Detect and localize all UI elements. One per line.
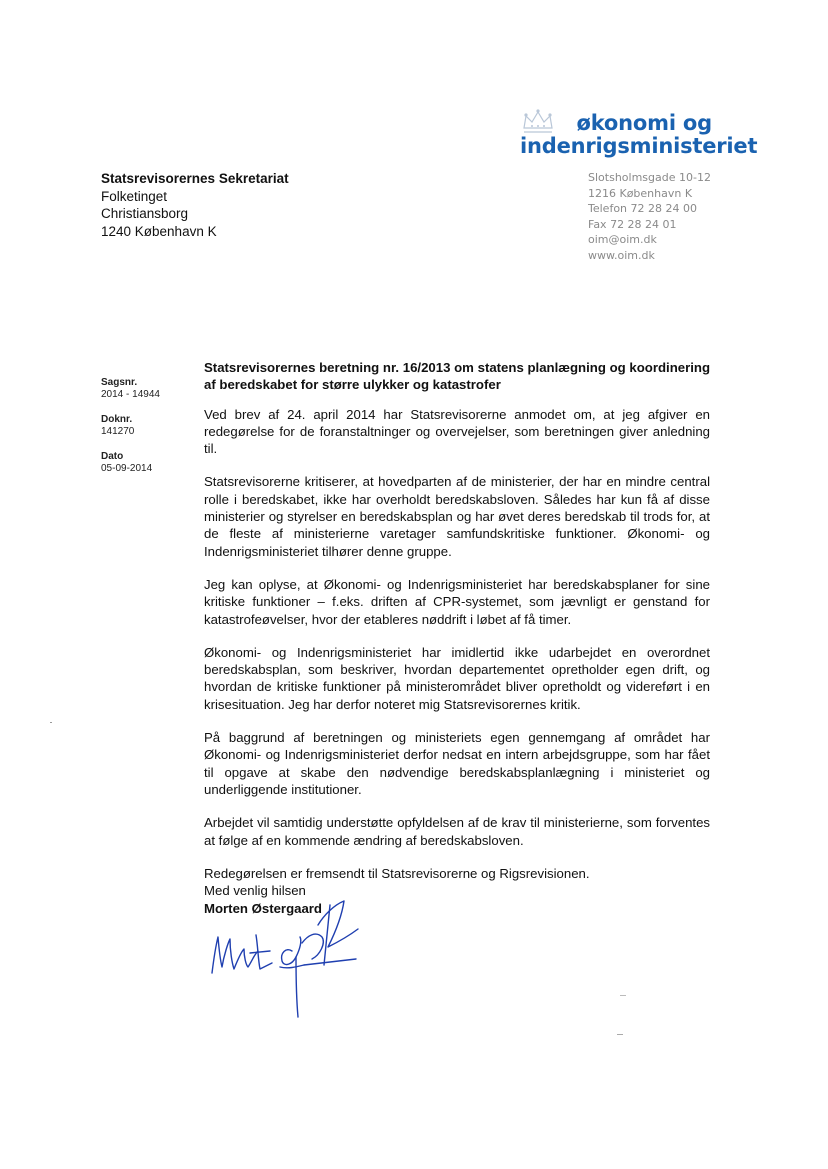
date-label: Dato	[101, 451, 124, 462]
case-number-value: 2014 - 14944	[101, 389, 160, 400]
recipient-line-3: 1240 København K	[101, 223, 217, 239]
paragraph: Ved brev af 24. april 2014 har Statsrevisorerne anmodet om, at jeg afgiver en redegørelse for de foranstaltninger og overvejelser, som beretningen giver anledning til.	[204, 406, 710, 457]
sender-phone: Telefon 72 28 24 00	[588, 202, 697, 215]
paragraph: Jeg kan oplyse, at Økonomi- og Indenrigsministeriet har beredskabsplaner for sine kritiske funktioner – f.eks. driften af CPR-systemet, som jævnligt er genstand for katastrofeøvelser, hvor der etableres nøddrift i løbet af få timer.	[204, 576, 710, 627]
sender-web: www.oim.dk	[588, 248, 655, 262]
recipient-line-2: Christiansborg	[101, 206, 189, 221]
scan-speck	[50, 722, 52, 723]
recipient-line-1: Folketinget	[101, 188, 168, 204]
sender-street: Slotsholmsgade 10-12	[588, 171, 711, 184]
closing-greeting: Med venlig hilsen	[204, 883, 306, 898]
sender-fax: Fax 72 28 24 01	[588, 217, 677, 231]
scan-speck	[620, 995, 626, 996]
sender-city: 1216 København K	[588, 186, 693, 200]
ministry-logo	[520, 111, 758, 158]
date-value: 05-09-2014	[101, 463, 153, 474]
letter-subject: Statsrevisorernes beretning nr. 16/2013 om statens planlægning og koordinering af beredskabet for større ulykker og katastrofer	[204, 360, 710, 393]
sender-email: oim@oim.dk	[588, 233, 657, 246]
reference-column	[101, 377, 160, 488]
scan-speck	[617, 1034, 623, 1035]
letter-body	[204, 359, 710, 898]
paragraph: Statsrevisorerne kritiserer, at hovedparten af de ministerier, der har en mindre central rolle i beredskabet, ikke har overholdt beredskabsloven. Således har kun få af disse ministerier og styrelser en beredskabsplan og har øvet deres beredskab til trods for, at de fleste af ministerierne varetager samfundskritiske funktioner. Økonomi- og Indenrigsministeriet tilhører denne gruppe.	[204, 474, 710, 559]
document-number-label: Doknr.	[101, 414, 133, 425]
signer-name: Morten Østergaard	[204, 900, 322, 916]
sender-address	[588, 170, 711, 263]
case-number-label: Sagsnr.	[101, 377, 138, 388]
paragraph: Arbejdet vil samtidig understøtte opfyldelsen af de krav til ministerierne, som forventes at følge af en kommende ændring af beredskabsloven.	[204, 815, 710, 848]
paragraph: Økonomi- og Indenrigsministeriet har imidlertid ikke udarbejdet en overordnet beredskabsplan, som beskriver, hvordan departementet opretholder egen drift, og hvordan de kritiske funktioner på ministerområdet bliver opretholdt og videreført i en krisesituation. Jeg har derfor noteret mig Statsrevisorernes kritik.	[204, 644, 710, 712]
recipient-address	[101, 170, 289, 240]
recipient-name: Statsrevisorernes Sekretariat	[101, 171, 289, 186]
logo-line-2: indenrigsministeriet	[520, 134, 758, 158]
paragraph: På baggrund af beretningen og ministeriets egen gennemgang af området har Økonomi- og Indenrigsministeriet derfor nedsat en intern arbejdsgruppe, som har fået til opgave at skabe den nødvendige beredskabsplanlægning i ministeriet og underliggende institutioner.	[204, 730, 710, 797]
document-number-value: 141270	[101, 426, 135, 437]
handwritten-signature	[200, 895, 375, 1025]
paragraph: Redegørelsen er fremsendt til Statsrevisorerne og Rigsrevisionen.	[204, 865, 590, 881]
logo-line-1: økonomi og	[576, 111, 712, 135]
